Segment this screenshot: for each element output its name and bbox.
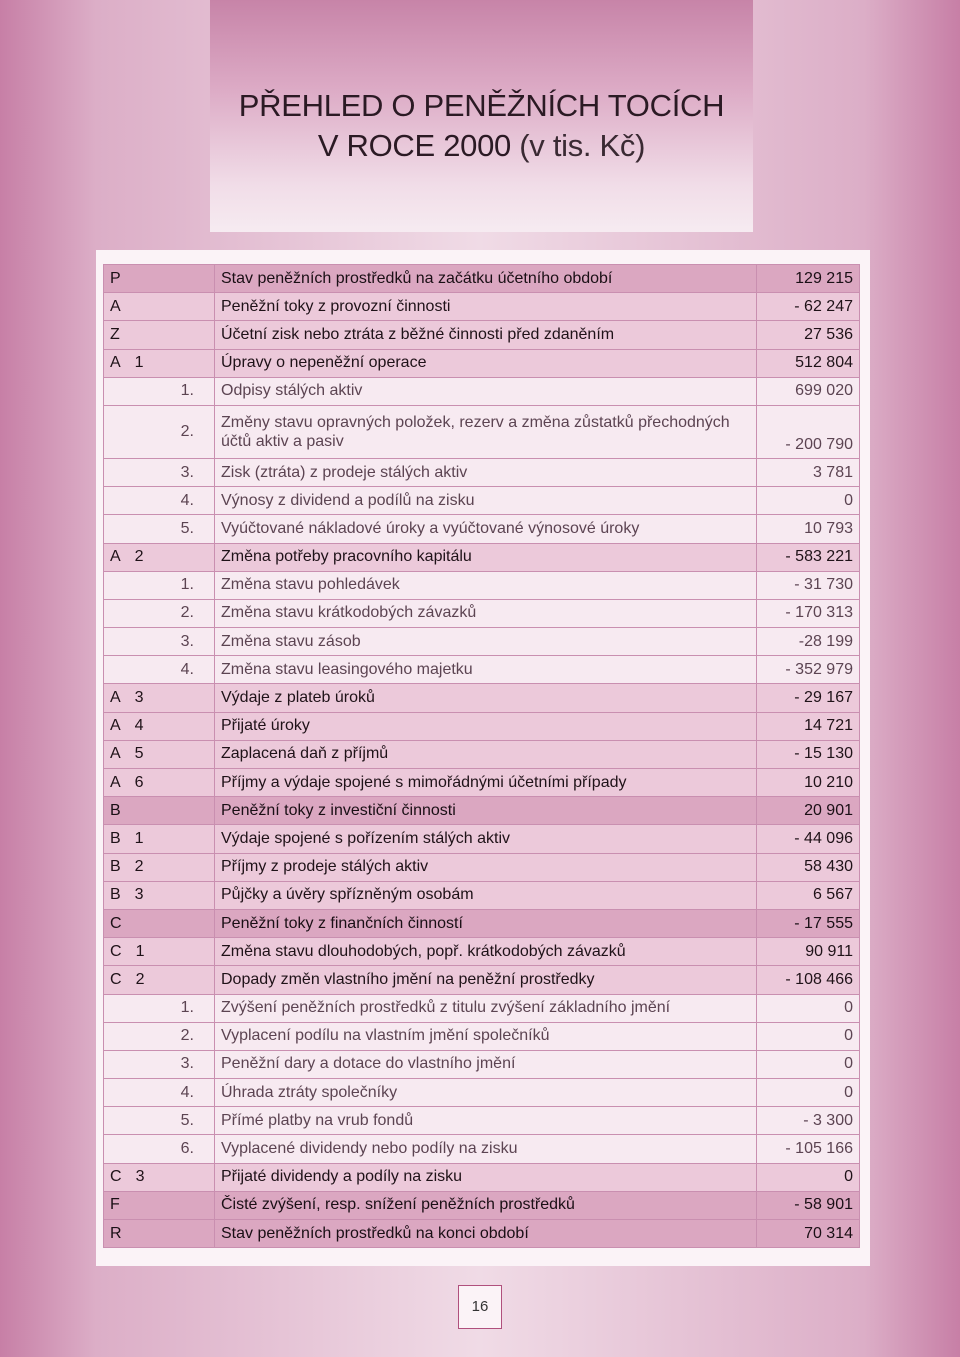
row-value: 14 721 xyxy=(757,712,860,740)
row-label: Přijaté úroky xyxy=(215,712,757,740)
table-row xyxy=(104,1191,860,1219)
row-label: Peněžní dary a dotace do vlastního jmění xyxy=(215,1050,757,1078)
table-row xyxy=(104,599,860,627)
table-row xyxy=(104,881,860,909)
row-code xyxy=(104,1163,215,1191)
row-code-number: 1 xyxy=(135,942,145,960)
row-value: 512 804 xyxy=(757,349,860,377)
row-value: 70 314 xyxy=(757,1220,860,1248)
row-code-letter: A xyxy=(110,354,121,372)
row-value: - 62 247 xyxy=(757,293,860,321)
table-row xyxy=(104,909,860,937)
row-label: Změna stavu zásob xyxy=(215,628,757,656)
row-code-number: 3 xyxy=(134,886,144,904)
row-code-letter: B xyxy=(110,801,121,819)
row-code-letter: C xyxy=(110,914,122,932)
row-code-number: 4 xyxy=(134,717,144,735)
table-row xyxy=(104,1022,860,1050)
table-row xyxy=(104,405,860,458)
row-value: 0 xyxy=(757,487,860,515)
row-value: 0 xyxy=(757,1022,860,1050)
table-row xyxy=(104,1050,860,1078)
row-value: - 108 466 xyxy=(757,966,860,994)
row-code: 4. xyxy=(104,656,215,684)
table-row xyxy=(104,853,860,881)
row-value: 10 210 xyxy=(757,769,860,797)
table-row xyxy=(104,458,860,486)
table-row xyxy=(104,684,860,712)
row-code-letter: B xyxy=(110,886,121,904)
row-label: Vyplacené dividendy nebo podíly na zisku xyxy=(215,1135,757,1163)
row-code xyxy=(104,1191,215,1219)
page-title xyxy=(210,86,753,166)
row-label: Zaplacená daň z příjmů xyxy=(215,740,757,768)
row-code xyxy=(104,265,215,293)
row-value: - 31 730 xyxy=(757,571,860,599)
row-label: Příjmy a výdaje spojené s mimořádnými účetními případy xyxy=(215,769,757,797)
table-row xyxy=(104,712,860,740)
row-code: 1. xyxy=(104,994,215,1022)
row-label: Změna stavu pohledávek xyxy=(215,571,757,599)
table-row xyxy=(104,487,860,515)
row-code-number: 1 xyxy=(134,354,144,372)
row-value: - 170 313 xyxy=(757,599,860,627)
row-value: 58 430 xyxy=(757,853,860,881)
row-value: 90 911 xyxy=(757,938,860,966)
row-code: 3. xyxy=(104,458,215,486)
table-row xyxy=(104,515,860,543)
row-label: Úhrada ztráty společníky xyxy=(215,1079,757,1107)
row-label: Peněžní toky z investiční činnosti xyxy=(215,797,757,825)
row-code-letter: A xyxy=(110,717,121,735)
row-code xyxy=(104,853,215,881)
row-value: -28 199 xyxy=(757,628,860,656)
row-value: - 352 979 xyxy=(757,656,860,684)
table-row xyxy=(104,1079,860,1107)
row-code xyxy=(104,740,215,768)
row-code: 4. xyxy=(104,487,215,515)
row-code: 1. xyxy=(104,377,215,405)
row-code-number: 3 xyxy=(134,689,144,707)
row-label: Změna potřeby pracovního kapitálu xyxy=(215,543,757,571)
table-row xyxy=(104,628,860,656)
row-code xyxy=(104,938,215,966)
row-code xyxy=(104,543,215,571)
row-code-letter: B xyxy=(110,858,121,876)
row-code xyxy=(104,1220,215,1248)
table-row xyxy=(104,966,860,994)
row-code-number: 6 xyxy=(134,773,144,791)
row-code: 2. xyxy=(104,599,215,627)
table-row xyxy=(104,293,860,321)
row-code xyxy=(104,797,215,825)
table-row xyxy=(104,1163,860,1191)
row-label: Přijaté dividendy a podíly na zisku xyxy=(215,1163,757,1191)
row-code xyxy=(104,712,215,740)
row-value: 0 xyxy=(757,1163,860,1191)
row-value: 0 xyxy=(757,1079,860,1107)
row-label: Půjčky a úvěry spřízněným osobám xyxy=(215,881,757,909)
row-code xyxy=(104,769,215,797)
table-row xyxy=(104,938,860,966)
row-code-letter: A xyxy=(110,689,121,707)
row-code xyxy=(104,321,215,349)
row-label: Peněžní toky z provozní činnosti xyxy=(215,293,757,321)
table-row xyxy=(104,265,860,293)
table-row xyxy=(104,1135,860,1163)
row-code xyxy=(104,881,215,909)
row-value: - 15 130 xyxy=(757,740,860,768)
row-code: 4. xyxy=(104,1079,215,1107)
row-label: Výdaje spojené s pořízením stálých aktiv xyxy=(215,825,757,853)
row-value: - 44 096 xyxy=(757,825,860,853)
row-label: Přímé platby na vrub fondů xyxy=(215,1107,757,1135)
row-label: Zvýšení peněžních prostředků z titulu zvýšení základního jmění xyxy=(215,994,757,1022)
row-code-letter: A xyxy=(110,745,121,763)
table-row xyxy=(104,321,860,349)
row-code: 2. xyxy=(104,1022,215,1050)
row-code-letter: A xyxy=(110,773,121,791)
table-row xyxy=(104,543,860,571)
row-code: 5. xyxy=(104,1107,215,1135)
row-value: - 29 167 xyxy=(757,684,860,712)
row-code-letter: A xyxy=(110,297,121,315)
row-code-number: 3 xyxy=(135,1168,145,1186)
row-value: - 17 555 xyxy=(757,909,860,937)
row-label: Výdaje z plateb úroků xyxy=(215,684,757,712)
row-code: 1. xyxy=(104,571,215,599)
row-code-letter: Z xyxy=(110,325,120,343)
row-code xyxy=(104,293,215,321)
table-row xyxy=(104,769,860,797)
table-row xyxy=(104,740,860,768)
title-year: V ROCE 2000 xyxy=(317,128,511,163)
cash-flow-table xyxy=(103,264,860,1248)
row-label: Účetní zisk nebo ztráta z běžné činnosti před zdaněním xyxy=(215,321,757,349)
title-line-2 xyxy=(210,126,753,166)
row-label: Zisk (ztráta) z prodeje stálých aktiv xyxy=(215,458,757,486)
row-label: Vyúčtované nákladové úroky a vyúčtované výnosové úroky xyxy=(215,515,757,543)
row-label: Vyplacení podílu na vlastním jmění společníků xyxy=(215,1022,757,1050)
row-label: Změna stavu leasingového majetku xyxy=(215,656,757,684)
row-value: 129 215 xyxy=(757,265,860,293)
row-code: 2. xyxy=(104,405,215,458)
table-row xyxy=(104,994,860,1022)
row-label: Stav peněžních prostředků na konci období xyxy=(215,1220,757,1248)
table-row xyxy=(104,1220,860,1248)
table-row xyxy=(104,571,860,599)
row-value: 27 536 xyxy=(757,321,860,349)
table-row xyxy=(104,797,860,825)
row-code-number: 2 xyxy=(135,970,145,988)
row-label: Úpravy o nepeněžní operace xyxy=(215,349,757,377)
row-code-number: 2 xyxy=(134,858,144,876)
row-code: 5. xyxy=(104,515,215,543)
row-value: 0 xyxy=(757,994,860,1022)
row-label: Peněžní toky z finančních činností xyxy=(215,909,757,937)
title-unit: (v tis. Kč) xyxy=(510,128,646,163)
row-code-letter: F xyxy=(110,1196,120,1214)
row-code-letter: C xyxy=(110,1168,122,1186)
row-value: 10 793 xyxy=(757,515,860,543)
row-code-number: 1 xyxy=(134,829,144,847)
row-code-letter: P xyxy=(110,269,121,287)
row-label: Dopady změn vlastního jmění na peněžní prostředky xyxy=(215,966,757,994)
row-code xyxy=(104,684,215,712)
row-code xyxy=(104,966,215,994)
row-code-letter: B xyxy=(110,829,121,847)
table-row xyxy=(104,825,860,853)
row-code-letter: C xyxy=(110,942,122,960)
row-code-number: 5 xyxy=(134,745,144,763)
row-value: 699 020 xyxy=(757,377,860,405)
row-value: 3 781 xyxy=(757,458,860,486)
row-label: Čisté zvýšení, resp. snížení peněžních prostředků xyxy=(215,1191,757,1219)
row-code-number: 2 xyxy=(134,548,144,566)
row-code xyxy=(104,909,215,937)
row-label: Změna stavu dlouhodobých, popř. krátkodobých závazků xyxy=(215,938,757,966)
table-row xyxy=(104,349,860,377)
table-row xyxy=(104,377,860,405)
row-label: Stav peněžních prostředků na začátku účetního období xyxy=(215,265,757,293)
row-value: - 583 221 xyxy=(757,543,860,571)
row-value: 6 567 xyxy=(757,881,860,909)
row-code: 6. xyxy=(104,1135,215,1163)
row-label: Výnosy z dividend a podílů na zisku xyxy=(215,487,757,515)
row-value: 20 901 xyxy=(757,797,860,825)
row-label: Odpisy stálých aktiv xyxy=(215,377,757,405)
table-row xyxy=(104,656,860,684)
row-code xyxy=(104,825,215,853)
row-value: - 3 300 xyxy=(757,1107,860,1135)
row-value: - 58 901 xyxy=(757,1191,860,1219)
row-code-letter: A xyxy=(110,548,121,566)
row-value: 0 xyxy=(757,1050,860,1078)
row-code-letter: C xyxy=(110,970,122,988)
row-code: 3. xyxy=(104,628,215,656)
row-label: Změna stavu krátkodobých závazků xyxy=(215,599,757,627)
table-row xyxy=(104,1107,860,1135)
row-value: - 200 790 xyxy=(757,405,860,458)
row-code: 3. xyxy=(104,1050,215,1078)
row-label: Změny stavu opravných položek, rezerv a změna zůstatků přechodných účtů aktiv a pasiv xyxy=(215,405,757,458)
page-number: 16 xyxy=(458,1285,502,1329)
row-code-letter: R xyxy=(110,1224,122,1242)
row-code xyxy=(104,349,215,377)
row-label: Příjmy z prodeje stálých aktiv xyxy=(215,853,757,881)
title-line-1: PŘEHLED O PENĚŽNÍCH TOCÍCH xyxy=(238,88,725,123)
row-value: - 105 166 xyxy=(757,1135,860,1163)
